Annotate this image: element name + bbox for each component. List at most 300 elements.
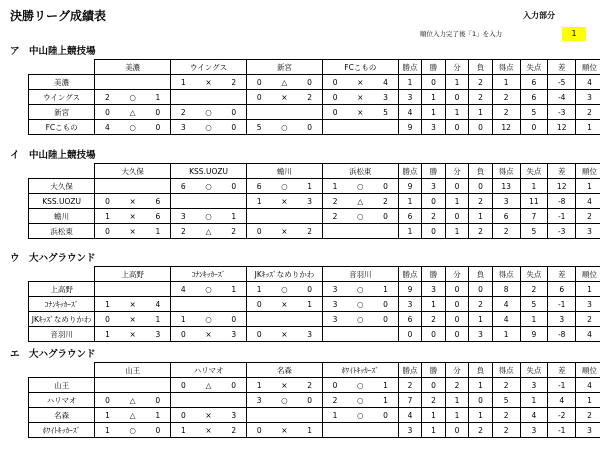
losses-cell: 2 [469,90,493,105]
goals-against-cell: 3 [520,378,548,393]
score-for: 1 [180,425,186,435]
score-for: 1 [105,329,110,339]
goals-for-cell: 2 [492,224,520,239]
stat-column-header: 負 [469,363,493,378]
score-for: 1 [332,181,338,191]
match-result-cell[interactable] [171,312,247,327]
score-against: 1 [231,211,237,221]
rank-cell: 3 [576,423,600,438]
match-result-cell[interactable] [247,179,323,194]
score-against: 2 [231,77,237,87]
stat-column-header: 失点 [520,363,548,378]
goal-difference-cell: -1 [548,378,576,393]
team-row [29,282,600,297]
draws-cell: 1 [445,393,469,408]
points-cell: 9 [398,282,422,297]
goals-for-cell: 2 [492,105,520,120]
stat-column-header: 負 [469,60,493,75]
goals-against-cell: 11 [520,194,548,209]
score-for: 6 [180,181,186,191]
goals-against-cell: 4 [520,408,548,423]
goal-difference-cell: 12 [548,120,576,135]
draws-cell: 1 [445,75,469,90]
wins-cell: 2 [422,312,446,327]
team-column-header: 山王 [95,363,171,378]
match-result-cell[interactable] [247,378,323,393]
match-result-cell[interactable] [322,282,398,297]
self-match-cell [171,90,247,105]
match-result-cell[interactable] [247,90,323,105]
result-mark: × [357,77,364,87]
score-for: 0 [105,314,110,324]
score-against: 3 [155,329,161,339]
team-column-header: 浜松東 [322,164,398,179]
goal-difference-cell: 12 [548,179,576,194]
score-for: 0 [256,425,262,435]
result-mark: △ [281,77,288,87]
rank-cell: 4 [576,327,600,342]
goal-difference-cell: -2 [548,408,576,423]
draws-cell: 0 [445,209,469,224]
draws-cell: 0 [445,312,469,327]
team-column-header: JKｷｯｽﾞなめりかわ [247,267,323,282]
stat-column-header: 順位 [576,363,600,378]
points-cell: 1 [398,224,422,239]
score-for: 3 [332,299,338,309]
goals-for-cell: 8 [492,282,520,297]
goals-against-cell: 1 [520,312,548,327]
team-row [29,327,600,342]
result-mark: △ [205,380,212,390]
score-for: 2 [181,226,186,236]
draws-cell: 1 [445,224,469,239]
score-for: 2 [180,107,186,117]
match-result-cell[interactable] [247,282,323,297]
rank-cell: 2 [576,312,600,327]
match-result-cell[interactable] [247,393,323,408]
team-name: 新宮 [29,105,95,120]
match-result-cell[interactable] [171,423,247,438]
self-match-cell [95,282,171,297]
goals-against-cell: 6 [520,90,548,105]
wins-cell: 2 [422,209,446,224]
goals-against-cell: 5 [520,224,548,239]
result-mark: ○ [357,299,364,309]
result-mark: ○ [129,92,136,102]
score-against: 1 [155,410,161,420]
match-result-cell[interactable] [95,120,171,135]
stat-column-header: 得点 [492,164,520,179]
result-mark: ○ [281,181,288,191]
goal-difference-cell: 4 [548,393,576,408]
result-mark: × [205,329,212,339]
self-match-cell [247,209,323,224]
rank-cell: 3 [576,90,600,105]
points-cell: 4 [398,408,422,423]
results-table [28,163,600,239]
match-result-cell[interactable] [95,312,171,327]
results-table [28,362,600,438]
score-for: 0 [332,107,338,117]
score-for: 0 [105,226,110,236]
score-against: 0 [307,395,313,405]
score-against: 1 [383,380,388,390]
draws-cell: 2 [445,378,469,393]
score-for: 1 [256,284,262,294]
section-title: イ 中山陸上競技場 [10,150,96,161]
losses-cell: 1 [469,408,493,423]
self-match-cell [171,297,247,312]
result-mark: × [281,380,288,390]
team-name: 美濃 [29,75,95,90]
score-against: 1 [155,92,161,102]
team-row [29,423,600,438]
result-mark: ○ [281,122,288,132]
losses-cell: 0 [469,179,493,194]
score-for: 4 [105,122,110,132]
losses-cell: 2 [469,194,493,209]
score-for: 0 [181,380,186,390]
match-result-cell[interactable] [247,224,323,239]
wins-cell: 0 [422,194,446,209]
stat-column-header: 順位 [576,267,600,282]
goals-for-cell: 2 [492,90,520,105]
team-row [29,312,600,327]
team-name: JKｷｯｽﾞなめりかわ [29,312,95,327]
score-for: 1 [105,299,110,309]
match-result-cell[interactable] [95,297,171,312]
score-against: 1 [383,395,388,405]
stat-column-header: 順位 [576,164,600,179]
match-result-cell[interactable] [95,327,171,342]
result-mark: × [281,92,288,102]
score-against: 3 [231,329,237,339]
losses-cell: 2 [469,423,493,438]
match-result-cell[interactable] [95,105,171,120]
points-cell: 3 [398,90,422,105]
match-result-cell[interactable] [171,120,247,135]
score-against: 1 [231,284,237,294]
result-mark: ○ [129,122,136,132]
score-for: 0 [256,226,262,236]
match-result-cell[interactable] [95,90,171,105]
match-result-cell[interactable] [95,224,171,239]
score-against: 0 [231,380,237,390]
team-row [29,194,600,209]
score-against: 2 [307,380,313,390]
team-name: ハリマオ [29,393,95,408]
team-row [29,297,600,312]
score-against: 0 [307,284,313,294]
wins-cell: 1 [422,90,446,105]
team-row [29,75,600,90]
score-against: 0 [231,122,237,132]
team-column-header: FCこもの [322,60,398,75]
match-result-cell[interactable] [171,378,247,393]
team-row [29,90,600,105]
losses-cell: 0 [469,120,493,135]
score-for: 0 [256,299,262,309]
match-result-cell[interactable] [322,194,398,209]
result-mark: × [129,329,136,339]
results-table [28,59,600,135]
self-match-cell [95,179,171,194]
team-column-header: KSS.UOZU [171,164,247,179]
team-row [29,120,600,135]
result-mark: ○ [357,395,364,405]
stat-column-header: 分 [445,164,469,179]
match-result-cell[interactable] [247,75,323,90]
match-result-cell[interactable] [95,423,171,438]
match-result-cell[interactable] [322,312,398,327]
goals-against-cell: 5 [520,105,548,120]
goals-against-cell: 1 [520,179,548,194]
match-result-cell[interactable] [171,179,247,194]
instruction-text: 順位入力完了後「1」を入力 [420,30,503,38]
wins-cell: 1 [422,297,446,312]
match-result-cell[interactable] [322,297,398,312]
result-mark: × [357,107,364,117]
team-row [29,209,600,224]
self-match-cell [95,75,171,90]
points-cell: 2 [398,378,422,393]
match-result-cell[interactable] [171,224,247,239]
wins-cell: 1 [422,105,446,120]
stat-column-header: 得点 [492,363,520,378]
score-for: 4 [180,284,186,294]
result-mark: × [281,196,288,206]
stat-column-header: 負 [469,164,493,179]
stat-column-header: 勝点 [398,363,422,378]
match-result-cell[interactable] [247,327,323,342]
rank-cell: 4 [576,378,600,393]
score-against: 2 [383,196,388,206]
draws-cell: 1 [445,408,469,423]
goals-for-cell: 3 [492,194,520,209]
draws-cell: 0 [445,282,469,297]
self-match-cell [322,327,398,342]
score-for: 2 [105,92,110,102]
self-match-cell [171,194,247,209]
match-result-cell[interactable] [322,378,398,393]
result-mark: △ [357,196,364,206]
goal-difference-cell: -8 [548,194,576,209]
score-for: 3 [180,122,186,132]
losses-cell: 2 [469,75,493,90]
match-result-cell[interactable] [322,105,398,120]
match-result-cell[interactable] [247,120,323,135]
match-result-cell[interactable] [95,393,171,408]
stat-column-header: 差 [548,164,576,179]
result-mark: × [281,299,288,309]
draws-cell: 0 [445,423,469,438]
match-result-cell[interactable] [95,194,171,209]
match-result-cell[interactable] [322,90,398,105]
match-result-cell[interactable] [95,209,171,224]
match-result-cell[interactable] [171,209,247,224]
result-mark: △ [129,395,136,405]
result-mark: ○ [205,284,212,294]
match-result-cell[interactable] [171,408,247,423]
result-mark: ○ [357,284,364,294]
match-result-cell[interactable] [322,393,398,408]
result-mark: ○ [205,211,212,221]
result-mark: ○ [357,181,364,191]
team-column-header: 新宮 [247,60,323,75]
rank-cell: 2 [576,105,600,120]
score-for: 0 [105,196,110,206]
score-for: 2 [332,395,338,405]
score-against: 3 [231,410,237,420]
goals-against-cell: 1 [520,393,548,408]
match-result-cell[interactable] [322,75,398,90]
score-for: 0 [180,329,186,339]
goal-difference-cell: 6 [548,282,576,297]
match-result-cell[interactable] [171,75,247,90]
score-against: 0 [155,122,161,132]
result-mark: × [129,299,136,309]
self-match-cell [95,378,171,393]
team-column-header: 蟾川 [247,164,323,179]
result-mark: × [357,92,364,102]
result-mark: × [129,226,136,236]
goals-for-cell: 13 [492,179,520,194]
rank-cell: 2 [576,408,600,423]
league-section [10,148,596,239]
match-result-cell[interactable] [322,179,398,194]
self-match-cell [171,393,247,408]
rank-cell: 3 [576,224,600,239]
score-for: 3 [332,314,338,324]
goal-difference-cell: -1 [548,297,576,312]
rank-cell: 2 [576,209,600,224]
stat-column-header: 差 [548,60,576,75]
rank-cell: 1 [576,179,600,194]
points-cell: 1 [398,75,422,90]
goals-against-cell: 0 [520,120,548,135]
score-for: 0 [332,77,338,87]
score-for: 1 [180,77,186,87]
goals-against-cell: 5 [520,297,548,312]
losses-cell: 3 [469,327,493,342]
result-mark: × [281,425,288,435]
score-against: 4 [383,77,388,87]
score-for: 3 [332,284,338,294]
self-match-cell [322,120,398,135]
self-match-cell [322,224,398,239]
goal-difference-cell: 3 [548,312,576,327]
match-result-cell[interactable] [247,423,323,438]
match-result-cell[interactable] [171,282,247,297]
match-result-cell[interactable] [247,297,323,312]
score-for: 0 [256,77,262,87]
match-result-cell[interactable] [247,194,323,209]
score-against: 0 [307,77,312,87]
self-match-cell [322,423,398,438]
score-against: 2 [231,425,237,435]
team-column-header: ﾎﾜｲﾄｷｯｶｰｽﾞ [322,363,398,378]
rank-cell: 4 [576,194,600,209]
goals-against-cell: 6 [520,75,548,90]
goals-for-cell: 4 [492,312,520,327]
draws-cell: 0 [445,179,469,194]
goals-for-cell: 1 [492,75,520,90]
goals-for-cell: 12 [492,120,520,135]
stat-column-header: 負 [469,267,493,282]
rank-cell: 3 [576,297,600,312]
self-match-cell [247,312,323,327]
team-row [29,224,600,239]
match-result-cell[interactable] [171,105,247,120]
score-against: 3 [307,329,313,339]
result-mark: × [129,196,136,206]
losses-cell: 0 [469,282,493,297]
result-mark: ○ [205,107,212,117]
draws-cell: 0 [445,120,469,135]
score-against: 5 [383,107,388,117]
stat-column-header: 勝点 [398,164,422,179]
match-result-cell[interactable] [322,209,398,224]
match-result-cell[interactable] [95,408,171,423]
result-mark: ○ [357,211,364,221]
goal-difference-cell: -4 [548,90,576,105]
team-name: 山王 [29,378,95,393]
points-cell: 6 [398,209,422,224]
team-name: FCこもの [29,120,95,135]
stat-column-header: 分 [445,267,469,282]
team-column-header: 大久保 [95,164,171,179]
league-section [10,44,596,135]
score-against: 0 [383,314,388,324]
team-column-header: 音羽川 [322,267,398,282]
score-against: 0 [155,425,161,435]
result-mark: ○ [357,380,364,390]
header-blank [29,267,95,282]
stat-column-header: 順位 [576,60,600,75]
goals-for-cell: 2 [492,378,520,393]
rank-cell: 1 [576,120,600,135]
score-for: 0 [256,329,262,339]
completion-input-cell[interactable]: 1 [562,27,586,41]
wins-cell: 0 [422,378,446,393]
score-against: 0 [383,211,388,221]
losses-cell: 1 [469,378,493,393]
score-for: 0 [180,410,186,420]
goals-for-cell: 6 [492,209,520,224]
score-for: 1 [105,425,110,435]
team-column-header: ハリマオ [171,363,247,378]
score-against: 0 [155,107,161,117]
losses-cell: 2 [469,297,493,312]
stat-column-header: 失点 [520,267,548,282]
goals-against-cell: 2 [520,282,548,297]
result-mark: ○ [357,410,364,420]
match-result-cell[interactable] [322,408,398,423]
score-against: 0 [383,410,388,420]
goal-difference-cell: -3 [548,105,576,120]
results-table [28,266,600,342]
score-for: 3 [256,395,262,405]
match-result-cell[interactable] [171,327,247,342]
stat-column-header: 勝 [422,363,446,378]
goal-difference-cell: -5 [548,75,576,90]
score-against: 1 [383,284,388,294]
result-mark: × [129,211,136,221]
stat-column-header: 失点 [520,60,548,75]
rank-cell: 1 [576,393,600,408]
result-mark: △ [129,107,136,117]
team-row [29,179,600,194]
